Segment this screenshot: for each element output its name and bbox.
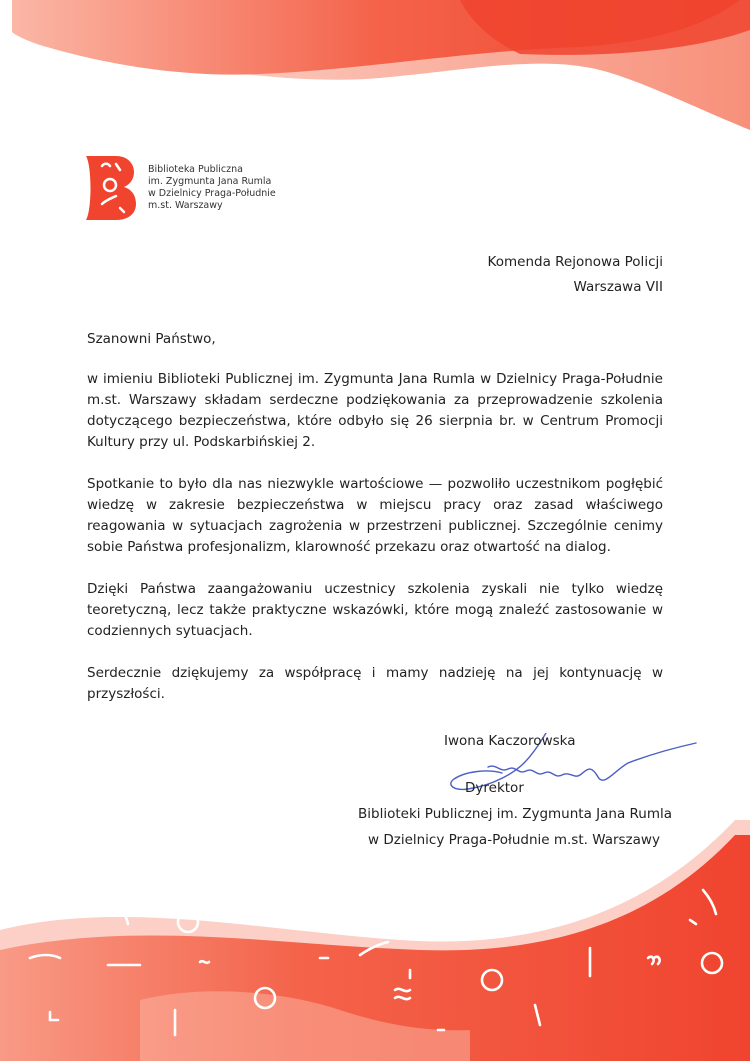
bottom-decorative-wave bbox=[0, 820, 750, 1061]
logo-line: w Dzielnicy Praga-Południe bbox=[148, 188, 276, 199]
library-logo-text bbox=[148, 164, 276, 212]
recipient-address bbox=[488, 250, 663, 300]
library-logo bbox=[80, 152, 350, 222]
recipient-line-1: Komenda Rejonowa Policji bbox=[487, 254, 663, 270]
letter-paragraph: Dzięki Państwa zaangażowaniu uczestnicy szkolenia zyskali nie tylko wiedzę teoretyczną, lecz także praktyczne wskazówki, które mogą znaleźć zastosowanie w codziennych sytuacjach. bbox=[87, 581, 663, 639]
signatory-role: Dyrektor bbox=[465, 780, 524, 796]
letter-paragraph: w imieniu Biblioteki Publicznej im. Zygmunta Jana Rumla w Dzielnicy Praga-Południe m.st. Warszawy składam serdeczne podziękowania za przeprowadzenie szkolenia dotyczącego bezpieczeństwa, które odbyło się 26 sierpnia br. w Centrum Promocji Kultury przy ul. Podskarbińskiej 2. bbox=[87, 371, 663, 450]
letter-paragraph: Spotkanie to było dla nas niezwykle wartościowe — pozwoliło uczestnikom pogłębić wiedzę w zakresie bezpieczeństwa w miejscu pracy oraz zasad właściwego reagowania w sytuacjach zagrożenia w przestrzeni publicznej. Szczególnie cenimy sobie Państwa profesjonalizm, klarowność przekazu oraz otwartość na dialog. bbox=[87, 476, 663, 555]
recipient-line-2: Warszawa VII bbox=[573, 279, 663, 295]
logo-line: im. Zygmunta Jana Rumla bbox=[148, 176, 272, 187]
signatory-organization-location: w Dzielnicy Praga-Południe m.st. Warszawy bbox=[368, 832, 660, 848]
salutation: Szanowni Państwo, bbox=[87, 331, 216, 347]
letter-paragraph: Serdecznie dziękujemy za współpracę i mamy nadzieję na jej kontynuację w przyszłości. bbox=[87, 665, 663, 702]
letter-body bbox=[87, 329, 663, 726]
signatory-name: Iwona Kaczorowska bbox=[444, 733, 576, 749]
logo-line: Biblioteka Publiczna bbox=[148, 164, 243, 175]
library-logo-icon bbox=[80, 152, 136, 222]
signatory-organization: Biblioteki Publicznej im. Zygmunta Jana Rumla bbox=[358, 806, 673, 822]
top-decorative-wave bbox=[0, 0, 750, 150]
logo-line: m.st. Warszawy bbox=[148, 200, 223, 211]
